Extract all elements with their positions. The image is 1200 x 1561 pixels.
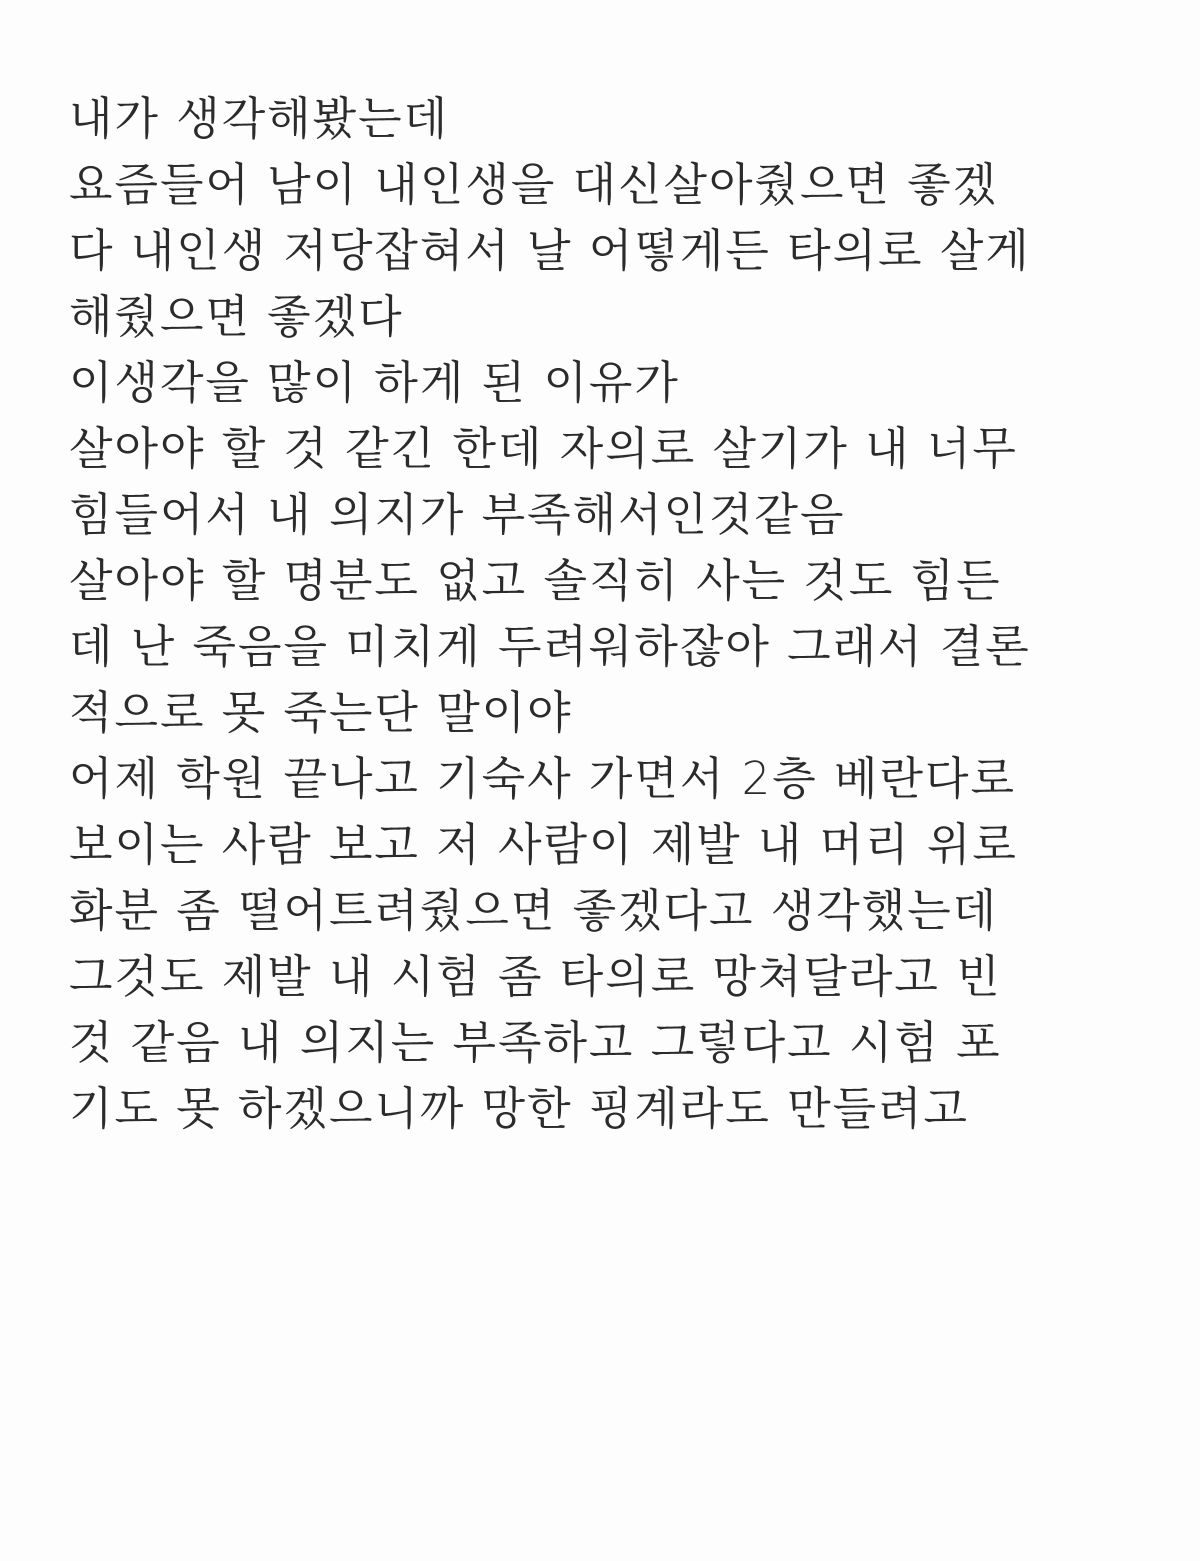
note-line: 데 난 죽음을 미치게 두려워하잖아 그래서 결론 (69, 620, 1031, 673)
note-line: 다 내인생 저당잡혀서 날 어떻게든 타의로 살게 (69, 224, 1031, 277)
note-line: 그것도 제발 내 시험 좀 타의로 망쳐달라고 빈 (69, 950, 1002, 1003)
note-line: 것 같음 내 의지는 부족하고 그렇다고 시험 포 (69, 1016, 1002, 1069)
note-line: 어제 학원 끝나고 기숙사 가면서 2층 베란다로 (69, 752, 1016, 805)
note-text (69, 86, 1159, 1142)
note-line: 해줬으면 좋겠다 (69, 290, 404, 343)
note-line: 요즘들어 남이 내인생을 대신살아줬으면 좋겠 (69, 158, 999, 211)
note-line: 내가 생각해봤는데 (69, 92, 450, 145)
note-line: 화분 좀 떨어트려줬으면 좋겠다고 생각했는데 (69, 884, 999, 937)
note-line: 적으로 못 죽는단 말이야 (69, 686, 573, 739)
note-line: 이생각을 많이 하게 된 이유가 (69, 356, 680, 409)
note-line: 살아야 할 명분도 없고 솔직히 사는 것도 힘든 (69, 554, 1002, 607)
note-line: 기도 못 하겠으니까 망한 핑계라도 만들려고 (69, 1082, 969, 1135)
note-line: 살아야 할 것 같긴 한데 자의로 살기가 내 너무 (69, 422, 1018, 475)
note-line: 보이는 사람 보고 저 사람이 제발 내 머리 위로 (69, 818, 1018, 871)
note-line: 힘들어서 내 의지가 부족해서인것같음 (69, 488, 846, 541)
